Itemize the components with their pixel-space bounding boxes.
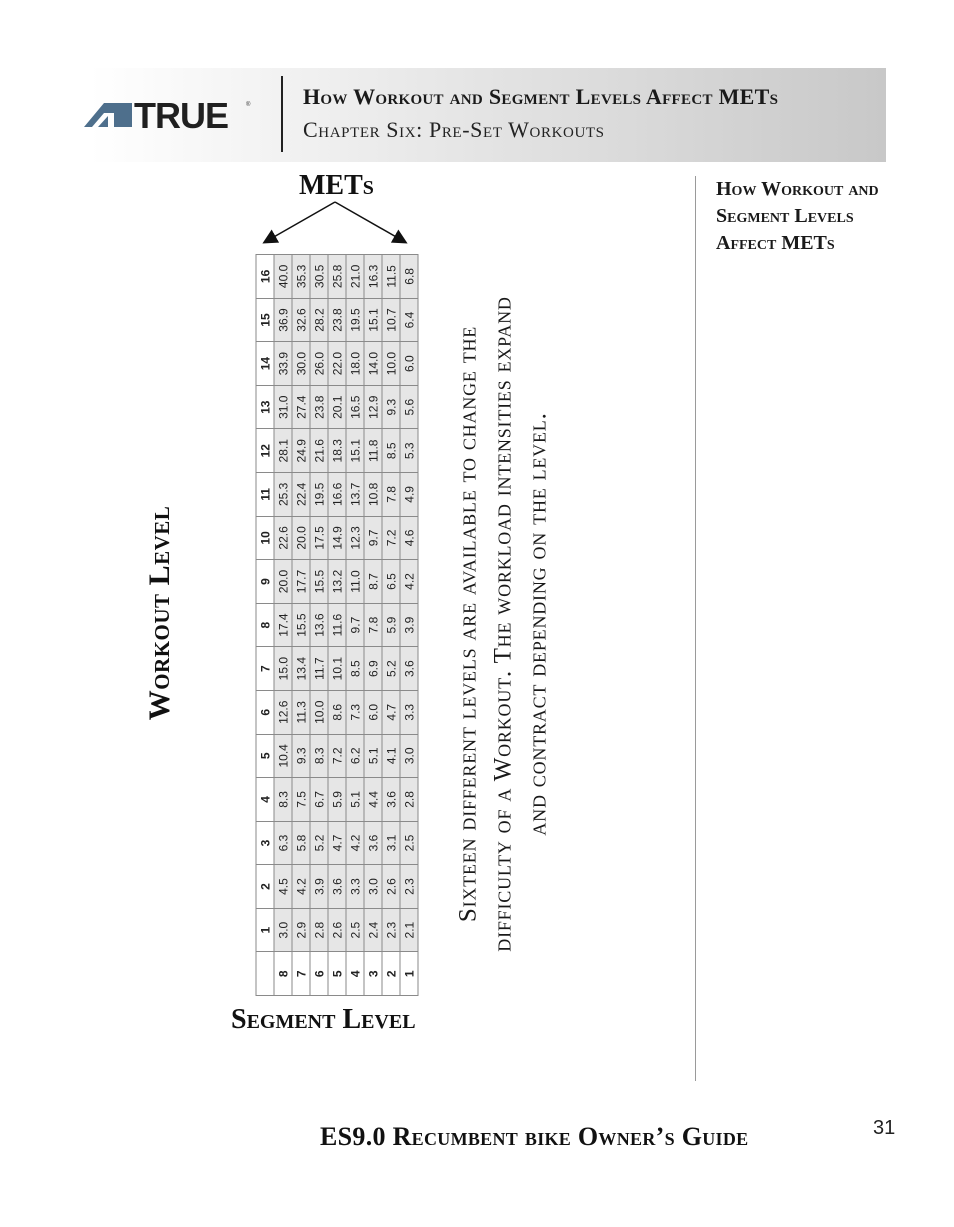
mets-value-cell: 22.0 — [328, 342, 346, 386]
mets-value-cell: 24.9 — [292, 429, 310, 473]
mets-value-cell: 2.1 — [400, 908, 418, 952]
mets-value-cell: 10.0 — [382, 342, 400, 386]
mets-value-cell: 8.3 — [310, 734, 328, 778]
mets-value-cell: 8.3 — [274, 778, 292, 822]
mets-value-cell: 4.4 — [364, 778, 382, 822]
mets-value-cell: 35.3 — [292, 255, 310, 299]
mets-arrows-icon — [255, 198, 415, 248]
mets-value-cell: 7.8 — [364, 603, 382, 647]
mets-value-cell: 6.5 — [382, 560, 400, 604]
segment-level-header: 8 — [274, 952, 292, 996]
mets-value-cell: 18.3 — [328, 429, 346, 473]
mets-value-cell: 18.0 — [346, 342, 364, 386]
mets-value-cell: 5.8 — [292, 821, 310, 865]
page-title: How Workout and Segment Levels Affect METs — [303, 84, 779, 109]
sidebar-heading: How Workout and Segment Levels Affect METs — [716, 178, 879, 254]
mets-value-cell: 9.3 — [382, 385, 400, 429]
header-divider — [281, 76, 283, 152]
mets-value-cell: 10.8 — [364, 473, 382, 517]
mets-value-cell: 28.2 — [310, 298, 328, 342]
segment-level-header: 3 — [364, 952, 382, 996]
segment-level-header: 2 — [382, 952, 400, 996]
mets-value-cell: 4.7 — [328, 821, 346, 865]
mets-value-cell: 5.6 — [400, 385, 418, 429]
mets-value-cell: 21.6 — [310, 429, 328, 473]
workout-level-header: 3 — [256, 821, 274, 865]
segment-level-header: 7 — [292, 952, 310, 996]
mets-value-cell: 10.0 — [310, 690, 328, 734]
workout-level-header: 11 — [256, 473, 274, 517]
mets-value-cell: 15.5 — [292, 603, 310, 647]
mets-value-cell: 19.5 — [346, 298, 364, 342]
mets-value-cell: 16.5 — [346, 385, 364, 429]
mets-value-cell: 3.6 — [364, 821, 382, 865]
mets-value-cell: 3.6 — [400, 647, 418, 691]
table-row — [382, 255, 400, 996]
table-row — [274, 255, 292, 996]
mets-value-cell: 4.2 — [346, 821, 364, 865]
mets-value-cell: 3.3 — [400, 690, 418, 734]
mets-value-cell: 7.3 — [346, 690, 364, 734]
table-row — [364, 255, 382, 996]
mets-value-cell: 7.8 — [382, 473, 400, 517]
mets-table-container — [257, 254, 416, 996]
mets-value-cell: 15.0 — [274, 647, 292, 691]
workout-level-header: 6 — [256, 690, 274, 734]
mets-value-cell: 2.8 — [310, 908, 328, 952]
mets-value-cell: 2.3 — [382, 908, 400, 952]
mets-value-cell: 2.3 — [400, 865, 418, 909]
workout-level-header: 1 — [256, 908, 274, 952]
mets-value-cell: 22.4 — [292, 473, 310, 517]
mets-value-cell: 27.4 — [292, 385, 310, 429]
mets-value-cell: 4.9 — [400, 473, 418, 517]
segment-level-header: 6 — [310, 952, 328, 996]
mets-value-cell: 5.1 — [364, 734, 382, 778]
mets-value-cell: 11.7 — [310, 647, 328, 691]
mets-value-cell: 6.3 — [274, 821, 292, 865]
mets-value-cell: 12.9 — [364, 385, 382, 429]
mets-value-cell: 3.6 — [328, 865, 346, 909]
mets-value-cell: 7.5 — [292, 778, 310, 822]
chapter-title: Chapter Six: Pre-Set Workouts — [303, 117, 605, 142]
mets-value-cell: 17.4 — [274, 603, 292, 647]
mets-value-cell: 6.8 — [400, 255, 418, 299]
mets-value-cell: 5.1 — [346, 778, 364, 822]
mets-value-cell: 5.3 — [400, 429, 418, 473]
mets-value-cell: 6.2 — [346, 734, 364, 778]
table-header-row — [256, 255, 274, 996]
mets-value-cell: 4.7 — [382, 690, 400, 734]
mets-value-cell: 3.0 — [274, 908, 292, 952]
mets-value-cell: 30.5 — [310, 255, 328, 299]
mets-value-cell: 11.8 — [364, 429, 382, 473]
workout-level-header: 13 — [256, 385, 274, 429]
workout-level-header: 12 — [256, 429, 274, 473]
mets-value-cell: 22.6 — [274, 516, 292, 560]
mets-value-cell: 13.6 — [310, 603, 328, 647]
mets-value-cell: 3.6 — [382, 778, 400, 822]
mets-value-cell: 3.9 — [400, 603, 418, 647]
workout-level-label: Workout Level — [143, 505, 176, 721]
table-row — [346, 255, 364, 996]
mets-value-cell: 4.2 — [292, 865, 310, 909]
mets-value-cell: 15.5 — [310, 560, 328, 604]
segment-level-header: 1 — [400, 952, 418, 996]
mets-value-cell: 2.8 — [400, 778, 418, 822]
mets-value-cell: 23.8 — [328, 298, 346, 342]
mets-value-cell: 14.0 — [364, 342, 382, 386]
mets-value-cell: 2.9 — [292, 908, 310, 952]
workout-level-header: 14 — [256, 342, 274, 386]
mets-value-cell: 14.9 — [328, 516, 346, 560]
mets-value-cell: 10.4 — [274, 734, 292, 778]
table-body — [274, 255, 418, 996]
mets-value-cell: 2.4 — [364, 908, 382, 952]
mets-value-cell: 3.3 — [346, 865, 364, 909]
true-logo-mark-icon — [84, 103, 132, 127]
mets-value-cell: 13.4 — [292, 647, 310, 691]
mets-value-cell: 36.9 — [274, 298, 292, 342]
mets-value-cell: 2.5 — [346, 908, 364, 952]
mets-value-cell: 3.1 — [382, 821, 400, 865]
mets-value-cell: 25.3 — [274, 473, 292, 517]
mets-value-cell: 17.5 — [310, 516, 328, 560]
mets-value-cell: 11.6 — [328, 603, 346, 647]
mets-value-cell: 7.2 — [328, 734, 346, 778]
mets-value-cell: 6.4 — [400, 298, 418, 342]
segment-level-header: 5 — [328, 952, 346, 996]
mets-value-cell: 7.2 — [382, 516, 400, 560]
mets-value-cell: 16.3 — [364, 255, 382, 299]
table-row — [292, 255, 310, 996]
segment-level-label: Segment Level — [231, 1004, 416, 1035]
mets-value-cell: 9.7 — [364, 516, 382, 560]
mets-value-cell: 15.1 — [364, 298, 382, 342]
workout-level-header: 4 — [256, 778, 274, 822]
mets-value-cell: 13.7 — [346, 473, 364, 517]
mets-value-cell: 23.8 — [310, 385, 328, 429]
mets-value-cell: 28.1 — [274, 429, 292, 473]
workout-level-header: 16 — [256, 255, 274, 299]
mets-value-cell: 11.0 — [346, 560, 364, 604]
logo-trademark: ® — [246, 102, 251, 108]
mets-value-cell: 9.7 — [346, 603, 364, 647]
mets-value-cell: 30.0 — [292, 342, 310, 386]
mets-value-cell: 20.1 — [328, 385, 346, 429]
mets-value-cell: 12.3 — [346, 516, 364, 560]
mets-value-cell: 4.2 — [400, 560, 418, 604]
mets-value-cell: 20.0 — [292, 516, 310, 560]
mets-value-cell: 8.6 — [328, 690, 346, 734]
mets-value-cell: 10.1 — [328, 647, 346, 691]
workout-level-header: 5 — [256, 734, 274, 778]
workout-level-header: 9 — [256, 560, 274, 604]
mets-table — [255, 254, 418, 996]
table-corner-cell — [256, 952, 274, 996]
mets-value-cell: 4.6 — [400, 516, 418, 560]
table-row — [400, 255, 418, 996]
mets-value-cell: 15.1 — [346, 429, 364, 473]
mets-value-cell: 21.0 — [346, 255, 364, 299]
mets-value-cell: 4.1 — [382, 734, 400, 778]
mets-value-cell: 3.9 — [310, 865, 328, 909]
mets-value-cell: 8.7 — [364, 560, 382, 604]
workout-level-header: 7 — [256, 647, 274, 691]
mets-label: METs — [299, 170, 374, 201]
mets-value-cell: 20.0 — [274, 560, 292, 604]
mets-value-cell: 6.0 — [364, 690, 382, 734]
mets-value-cell: 2.5 — [400, 821, 418, 865]
mets-value-cell: 3.0 — [364, 865, 382, 909]
mets-value-cell: 5.2 — [382, 647, 400, 691]
mets-value-cell: 13.2 — [328, 560, 346, 604]
mets-value-cell: 19.5 — [310, 473, 328, 517]
workout-level-header: 8 — [256, 603, 274, 647]
mets-value-cell: 2.6 — [382, 865, 400, 909]
true-logo — [84, 95, 254, 136]
mets-value-cell: 3.0 — [400, 734, 418, 778]
mets-value-cell: 32.6 — [292, 298, 310, 342]
mets-value-cell: 10.7 — [382, 298, 400, 342]
segment-level-header: 4 — [346, 952, 364, 996]
workout-level-header: 15 — [256, 298, 274, 342]
mets-value-cell: 17.7 — [292, 560, 310, 604]
mets-value-cell: 4.5 — [274, 865, 292, 909]
mets-value-cell: 25.8 — [328, 255, 346, 299]
mets-value-cell: 5.2 — [310, 821, 328, 865]
mets-value-cell: 12.6 — [274, 690, 292, 734]
table-row — [310, 255, 328, 996]
description-text: Sixteen different levels are available to change the difficulty of a Workout. The workload intensities expand and contract depending on the level. — [454, 296, 552, 952]
table-row — [328, 255, 346, 996]
workout-level-header: 2 — [256, 865, 274, 909]
mets-value-cell: 6.7 — [310, 778, 328, 822]
mets-value-cell: 2.6 — [328, 908, 346, 952]
mets-value-cell: 5.9 — [382, 603, 400, 647]
logo-wordmark: TRUE — [134, 95, 228, 136]
mets-value-cell: 26.0 — [310, 342, 328, 386]
mets-value-cell: 9.3 — [292, 734, 310, 778]
mets-value-cell: 6.0 — [400, 342, 418, 386]
mets-value-cell: 6.9 — [364, 647, 382, 691]
mets-value-cell: 16.6 — [328, 473, 346, 517]
mets-value-cell: 8.5 — [346, 647, 364, 691]
mets-value-cell: 40.0 — [274, 255, 292, 299]
page-number: 31 — [873, 1117, 896, 1139]
mets-value-cell: 5.9 — [328, 778, 346, 822]
column-divider — [695, 176, 696, 1081]
mets-value-cell: 31.0 — [274, 385, 292, 429]
workout-level-header: 10 — [256, 516, 274, 560]
mets-value-cell: 11.5 — [382, 255, 400, 299]
footer-title: ES9.0 Recumbent bike Owner’s Guide — [320, 1122, 749, 1151]
mets-value-cell: 11.3 — [292, 690, 310, 734]
mets-value-cell: 8.5 — [382, 429, 400, 473]
mets-value-cell: 33.9 — [274, 342, 292, 386]
